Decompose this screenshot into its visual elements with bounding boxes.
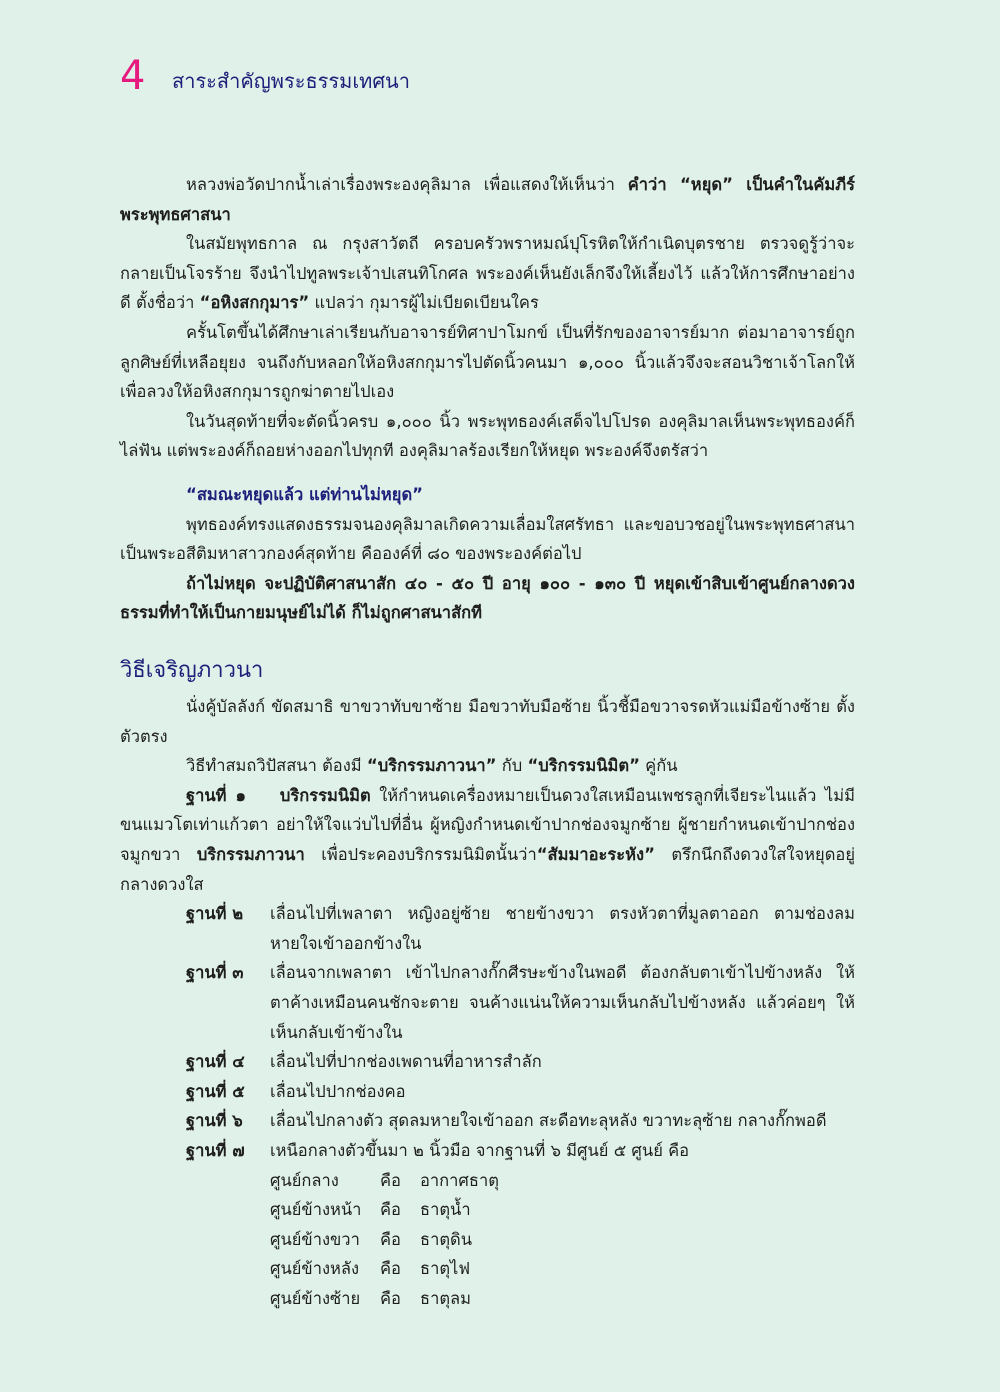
- station-1: ฐานที่ ๑ บริกรรมนิมิต ให้กำหนดเครื่องหมายเป็นดวงใสเหมือนเพชรลูกที่เจียระไนแล้ว ไม่มีขนแมวโตเท่าแก้วตา อย่าให้ใจแว่บไปที่อื่น ผู้หญิงกำหนดเข้าปากช่องจมูกซ้าย ผู้ชายกำหนดเข้าปากช่องจมูกขวา บริกรรมภาวนา เพื่อประคองบริกรรมนิมิตนั้นว่า“สัมมาอะระหัง” ตรึกนึกถึงดวงใสใจหยุดอยู่กลางดวงใส: [120, 785, 856, 894]
- quote: “สมณะหยุดแล้ว แต่ท่านไม่หยุด”: [186, 484, 424, 504]
- page-number: 4: [120, 53, 146, 99]
- intro-section: [120, 170, 855, 628]
- station-item: ฐานที่ ๕ เลื่อนไปปากช่องคอ: [186, 1081, 406, 1101]
- station-item: ฐานที่ ๗ เหนือกลางตัวขึ้นมา ๒ นิ้วมือ จากฐานที่ ๖ มีศูนย์ ๕ ศูนย์ คือ: [186, 1140, 690, 1160]
- center-row: ศูนย์ข้างซ้าย คือ ธาตุลม: [270, 1288, 472, 1308]
- center-row: ศูนย์กลาง คือ อากาศธาตุ: [270, 1170, 499, 1190]
- paragraph: หลวงพ่อวัดปากน้ำเล่าเรื่องพระองคุลิมาล เพื่อแสดงให้เห็นว่า คำว่า “หยุด” เป็นคำในคัมภีร์พระพุทธศาสนา: [120, 175, 855, 224]
- meditation-section: [120, 692, 855, 1313]
- station-item: ฐานที่ ๒ เลื่อนไปที่เพลาตา หญิงอยู่ซ้าย ชายข้างขวา ตรงหัวตาที่มูลตาออก ตามช่องลมหายใจเข้าออกข้างใน: [186, 904, 855, 953]
- paragraph: วิธีทำสมถวิปัสสนา ต้องมี “บริกรรมภาวนา” กับ “บริกรรมนิมิต” คู่กัน: [186, 756, 678, 776]
- book-title: สาระสำคัญพระธรรมเทศนา: [172, 69, 410, 93]
- center-row: ศูนย์ข้างหน้า คือ ธาตุน้ำ: [270, 1200, 471, 1220]
- center-row: ศูนย์ข้างหลัง คือ ธาตุไฟ: [270, 1259, 471, 1279]
- emphasis-paragraph: ถ้าไม่หยุด จะปฏิบัติศาสนาสัก ๔๐ - ๕๐ ปี อายุ ๑๐๐ - ๑๓๐ ปี หยุดเข้าสิบเข้าศูนย์กลางดวงธรรมที่ทำให้เป็นกายมนุษย์ไม่ได้ ก็ไม่ถูกศาสนาสักที: [120, 573, 855, 623]
- section-heading: วิธีเจริญภาวนา: [120, 658, 264, 683]
- center-row: ศูนย์ข้างขวา คือ ธาตุดิน: [270, 1229, 473, 1249]
- station-item: ฐานที่ ๔ เลื่อนไปที่ปากช่องเพดานที่อาหารสำลัก: [186, 1052, 542, 1072]
- station-item: ฐานที่ ๓ เลื่อนจากเพลาตา เข้าไปกลางกั๊กศีรษะข้างในพอดี ต้องกลับตาเข้าไปข้างหลัง ให้ตาค้างเหมือนคนชักจะตาย จนค้างแน่นให้ความเห็นกลับไปข้างหลัง แล้วค่อยๆ ให้เห็นกลับเข้าข้างใน: [186, 963, 855, 1042]
- paragraph: พุทธองค์ทรงแสดงธรรมจนองคุลิมาลเกิดความเลื่อมใสศรัทธา และขอบวชอยู่ในพระพุทธศาสนา เป็นพระอสีติมหาสาวกองค์สุดท้าย คือองค์ที่ ๘๐ ของพระองค์ต่อไป: [120, 514, 855, 564]
- station-item: ฐานที่ ๖ เลื่อนไปกลางตัว สุดลมหายใจเข้าออก สะดือทะลุหลัง ขวาทะลุซ้าย กลางกั๊กพอดี: [186, 1111, 827, 1131]
- paragraph: ในวันสุดท้ายที่จะตัดนิ้วครบ ๑,๐๐๐ นิ้ว พระพุทธองค์เสด็จไปโปรด องคุลิมาลเห็นพระพุทธองค์ก็ไล่ฟัน แต่พระองค์ก็ถอยห่างออกไปทุกที องคุลิมาลร้องเรียกให้หยุด พระองค์จึงตรัสว่า: [120, 411, 855, 461]
- paragraph: ครั้นโตขึ้นได้ศึกษาเล่าเรียนกับอาจารย์ทิศาปาโมกข์ เป็นที่รักของอาจารย์มาก ต่อมาอาจารย์ถูกลูกศิษย์ที่เหลือยุยง จนถึงกับหลอกให้อหิงสกกุมารไปตัดนิ้วคนมา ๑,๐๐๐ นิ้วแล้วจึงจะสอนวิชาเจ้าโลกให้ เพื่อลวงให้อหิงสกกุมารถูกฆ่าตายไปเอง: [120, 322, 855, 402]
- paragraph: นั่งคู้บัลลังก์ ขัดสมาธิ ขาขวาทับขาซ้าย มือขวาทับมือซ้าย นิ้วชี้มือขวาจรดหัวแม่มือข้างซ้าย ตั้งตัวตรง: [120, 697, 855, 746]
- paragraph: ในสมัยพุทธกาล ณ กรุงสาวัตถี ครอบครัวพราหมณ์ปุโรหิตให้กำเนิดบุตรชาย ตรวจดูรู้ว่าจะกลายเป็นโจรร้าย จึงนำไปทูลพระเจ้าปเสนทิโกศล พระองค์เห็นยังเล็กจึงให้เลี้ยงไว้ แล้วให้การศึกษาอย่างดี ตั้งชื่อว่า “อหิงสกกุมาร” แปลว่า กุมารผู้ไม่เบียดเบียนใคร: [120, 234, 855, 313]
